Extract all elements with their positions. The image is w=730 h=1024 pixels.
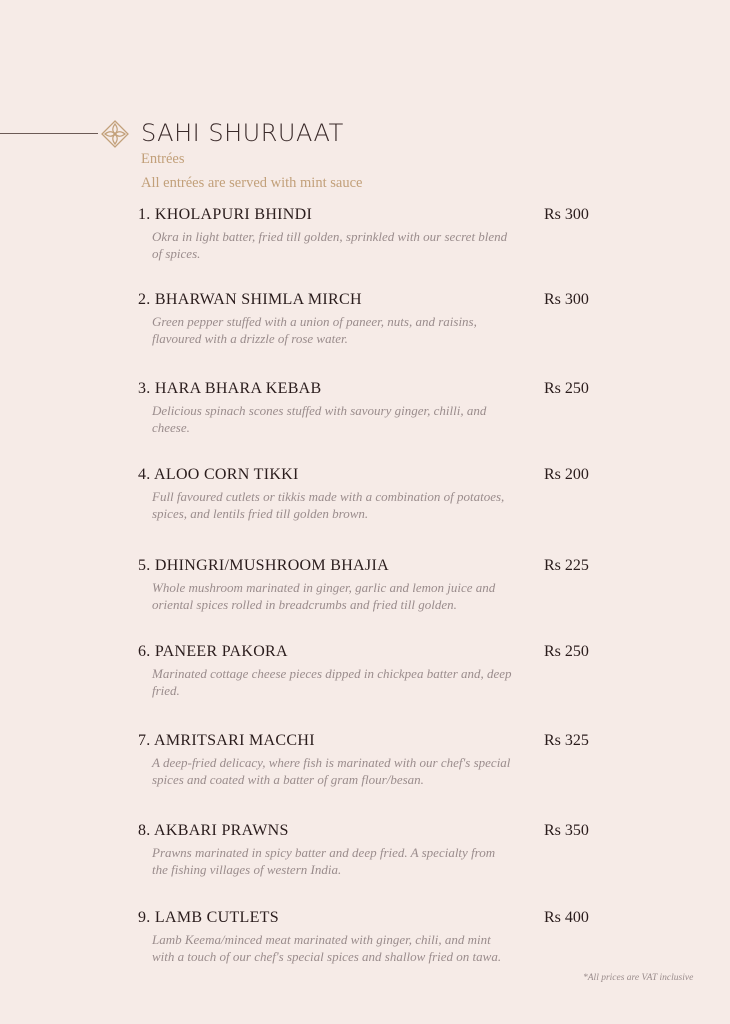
menu-item: [138, 556, 608, 613]
section-subtitle: Entrées: [141, 151, 185, 167]
item-price: Rs 325: [544, 732, 589, 749]
section-note: All entrées are served with mint sauce: [141, 175, 363, 191]
menu-item: [138, 642, 608, 699]
section-header: [0, 116, 730, 152]
item-price: Rs 350: [544, 822, 589, 839]
item-price: Rs 250: [544, 643, 589, 660]
menu-item: [138, 290, 608, 347]
item-name: 7. AMRITSARI MACCHI: [138, 732, 315, 749]
item-description: A deep-fried delicacy, where fish is marinated with our chef's special spices and coated with a batter of gram flour/besan.: [152, 755, 511, 787]
item-description: Full favoured cutlets or tikkis made with a combination of potatoes, spices, and lentils fried till golden brown.: [152, 489, 505, 521]
item-price: Rs 200: [544, 466, 589, 483]
menu-item: [138, 379, 608, 436]
item-description: Whole mushroom marinated in ginger, garlic and lemon juice and oriental spices rolled in breadcrumbs and fried till golden.: [152, 580, 496, 612]
item-description: Green pepper stuffed with a union of paneer, nuts, and raisins, flavoured with a drizzle of rose water.: [152, 314, 477, 346]
menu-item: [138, 821, 608, 878]
menu-item: [138, 465, 608, 522]
item-name: 5. DHINGRI/MUSHROOM BHAJIA: [138, 557, 389, 574]
item-name: 4. ALOO CORN TIKKI: [138, 466, 299, 483]
vat-footnote: *All prices are VAT inclusive: [583, 973, 694, 983]
item-description: Prawns marinated in spicy batter and deep fried. A specialty from the fishing villages of western India.: [152, 845, 496, 877]
menu-item: [138, 205, 608, 262]
decorative-rule: [0, 133, 98, 134]
item-description: Marinated cottage cheese pieces dipped in chickpea batter and, deep fried.: [152, 666, 512, 698]
item-price: Rs 300: [544, 291, 589, 308]
item-name: 1. KHOLAPURI BHINDI: [138, 206, 313, 223]
diamond-flower-ornament-icon: [100, 119, 130, 149]
item-price: Rs 250: [544, 380, 589, 397]
item-price: Rs 400: [544, 909, 589, 926]
item-price: Rs 300: [544, 206, 589, 223]
item-name: 8. AKBARI PRAWNS: [138, 822, 289, 839]
item-price: Rs 225: [544, 557, 589, 574]
item-description: Lamb Keema/minced meat marinated with ginger, chili, and mint with a touch of our chef's special spices and shallow fried on tawa.: [152, 932, 502, 964]
section-title: SAHI SHURUAAT: [141, 119, 344, 147]
item-description: Delicious spinach scones stuffed with savoury ginger, chilli, and cheese.: [152, 403, 487, 435]
menu-item: [138, 731, 608, 788]
item-description: Okra in light batter, fried till golden, sprinkled with our secret blend of spices.: [152, 229, 508, 261]
item-name: 6. PANEER PAKORA: [138, 643, 288, 660]
item-name: 3. HARA BHARA KEBAB: [138, 380, 322, 397]
item-name: 2. BHARWAN SHIMLA MIRCH: [138, 291, 362, 308]
menu-item: [138, 908, 608, 965]
item-name: 9. LAMB CUTLETS: [138, 909, 279, 926]
